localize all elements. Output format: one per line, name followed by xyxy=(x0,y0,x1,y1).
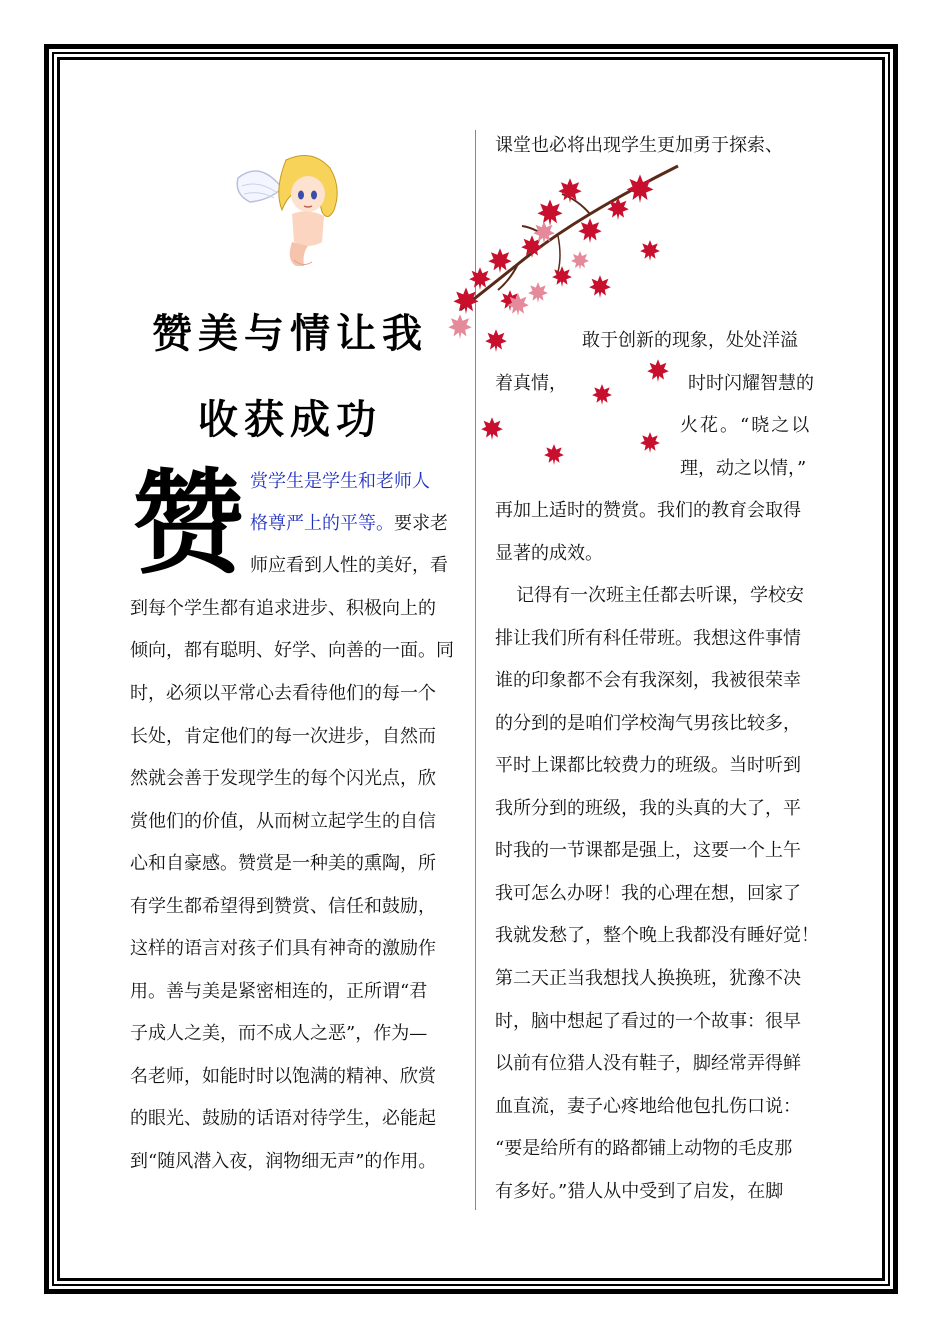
right-line-4: 火花。“晓之以 xyxy=(680,415,812,436)
left-line-6: 时，必须以平常心去看待他们的每一个 xyxy=(130,683,436,704)
right-line-3b: 时时闪耀智慧的 xyxy=(688,373,814,394)
intro-rest-text: 要求老 xyxy=(394,513,448,534)
right-line-9: 排让我们所有科任带班。我想这件事情 xyxy=(495,628,801,649)
left-line-12: 这样的语言对孩子们具有神奇的激励作 xyxy=(130,938,436,959)
right-line-16: 我就发愁了，整个晚上我都没有睡好觉！ xyxy=(495,925,819,946)
right-line-12: 平时上课都比较费力的班级。当时听到 xyxy=(495,755,801,776)
intro-highlight-text: 格尊严上的平等。 xyxy=(250,513,394,534)
right-line-7: 显著的成效。 xyxy=(495,543,603,564)
right-line-1: 课堂也必将出现学生更加勇于探索、 xyxy=(495,135,783,156)
right-line-19: 以前有位猎人没有鞋子，脚经常弄得鲜 xyxy=(495,1053,801,1074)
left-line-13: 用。善与美是紧密相连的，正所谓“君 xyxy=(130,981,428,1002)
left-line-17: 到“随风潜入夜，润物细无声”的作用。 xyxy=(130,1151,437,1172)
right-line-14: 时我的一节课都是强上，这要一个上午 xyxy=(495,840,801,861)
right-line-6: 再加上适时的赞赏。我们的教育会取得 xyxy=(495,500,801,521)
left-line-5: 倾向，都有聪明、好学、向善的一面。同 xyxy=(130,640,454,661)
left-line-8: 然就会善于发现学生的每个闪光点，欣 xyxy=(130,768,436,789)
angel-illustration xyxy=(230,150,350,268)
intro-highlight-line-1: 赏学生是学生和老师人 xyxy=(250,471,430,492)
right-line-8: 记得有一次班主任都去听课，学校安 xyxy=(516,585,804,606)
right-line-17: 第二天正当我想找人换换班，犹豫不决 xyxy=(495,968,801,989)
left-line-10: 心和自豪感。赞赏是一种美的熏陶，所 xyxy=(130,853,436,874)
right-line-13: 我所分到的班级，我的头真的大了，平 xyxy=(495,798,801,819)
right-line-5: 理，动之以情，” xyxy=(680,458,807,479)
right-line-10: 谁的印象都不会有我深刻，我被很荣幸 xyxy=(495,670,801,691)
left-line-15: 名老师，如能时时以饱满的精神、欣赏 xyxy=(130,1066,436,1087)
right-line-2: 敢于创新的现象，处处洋溢 xyxy=(582,330,798,351)
left-line-3: 师应看到人性的美好，看 xyxy=(250,555,448,576)
left-line-7: 长处，肯定他们的每一次进步，自然而 xyxy=(130,726,436,747)
left-line-4: 到每个学生都有追求进步、积极向上的 xyxy=(130,598,436,619)
left-line-14: 子成人之美，而不成人之恶”，作为— xyxy=(130,1023,428,1044)
right-line-20: 血直流，妻子心疼地给他包扎伤口说： xyxy=(495,1096,801,1117)
left-line-16: 的眼光、鼓励的话语对待学生，必能起 xyxy=(130,1108,436,1129)
article-title-line-2: 收获成功 xyxy=(198,397,382,443)
right-line-18: 时，脑中想起了看过的一个故事：很早 xyxy=(495,1011,801,1032)
left-line-11: 有学生都希望得到赞赏、信任和鼓励， xyxy=(130,896,436,917)
right-line-21: “要是给所有的路都铺上动物的毛皮那 xyxy=(495,1138,793,1159)
right-line-3a: 着真情， xyxy=(495,373,567,394)
article-title-line-1: 赞美与情让我 xyxy=(152,311,428,357)
right-line-11: 的分到的是咱们学校淘气男孩比较多， xyxy=(495,713,801,734)
intro-line-2 xyxy=(250,512,448,536)
right-line-22: 有多好。”猎人从中受到了启发，在脚 xyxy=(495,1181,784,1202)
angel-wing-icon xyxy=(237,171,282,202)
right-line-15: 我可怎么办呀！我的心理在想，回家了 xyxy=(495,883,801,904)
drop-cap: 赞 xyxy=(132,459,244,589)
maple-branch-illustration xyxy=(440,160,690,470)
left-line-9: 赏他们的价值，从而树立起学生的自信 xyxy=(130,811,436,832)
